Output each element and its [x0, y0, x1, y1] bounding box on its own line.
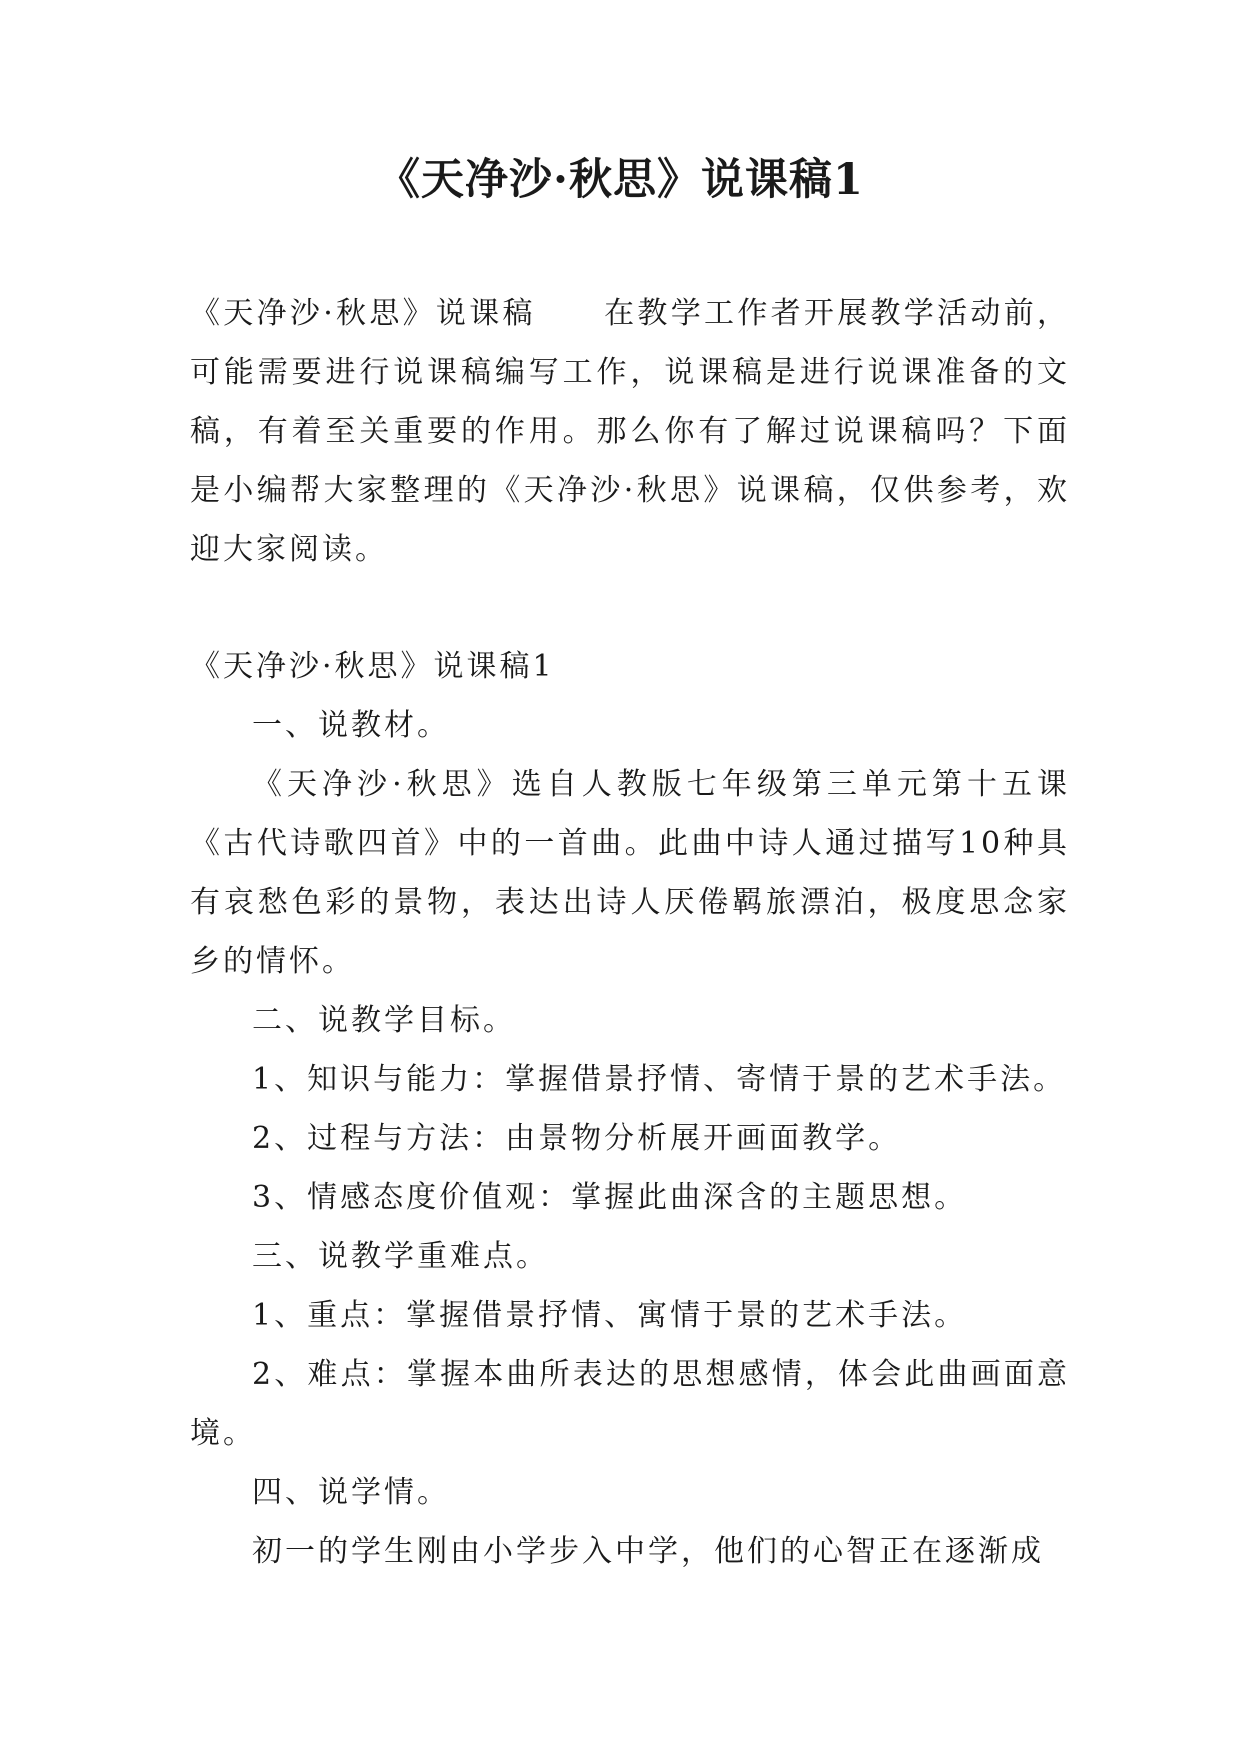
- intro-paragraph: [190, 284, 1070, 579]
- objective-emotion: 3、情感态度价值观：掌握此曲深含的主题思想。: [252, 1180, 968, 1215]
- key-point: 1、重点：掌握借景抒情、寓情于景的艺术手法。: [252, 1298, 968, 1333]
- section-title: 《天净沙·秋思》说课稿1: [190, 649, 555, 684]
- intro-lead: 《天净沙·秋思》说课稿: [190, 296, 536, 331]
- difficult-point: 2、难点：掌握本曲所表达的思想感情，体会此曲画面意境。: [190, 1357, 1070, 1451]
- heading-textbook: 一、说教材。: [252, 708, 450, 743]
- document-title: 《天净沙·秋思》说课稿1: [377, 155, 864, 205]
- document-body: [190, 637, 1070, 1581]
- heading-student-analysis: 四、说学情。: [252, 1475, 450, 1510]
- heading-objectives: 二、说教学目标。: [252, 1003, 516, 1038]
- paragraph-textbook: 《天净沙·秋思》选自人教版七年级第三单元第十五课《古代诗歌四首》中的一首曲。此曲中诗人通过描写10种具有哀愁色彩的景物，表达出诗人厌倦羁旅漂泊，极度思念家乡的情怀。: [190, 767, 1070, 979]
- paragraph-student-analysis: 初一的学生刚由小学步入中学，他们的心智正在逐渐成: [252, 1534, 1044, 1569]
- objective-process: 2、过程与方法：由景物分析展开画面教学。: [252, 1121, 902, 1156]
- heading-key-points: 三、说教学重难点。: [252, 1239, 549, 1274]
- intro-text: 在教学工作者开展教学活动前，可能需要进行说课稿编写工作，说课稿是进行说课准备的文稿，有着至关重要的作用。那么你有了解过说课稿吗？下面是小编帮大家整理的《天净沙·秋思》说课稿，仅供参考，欢迎大家阅读。: [190, 296, 1071, 567]
- objective-knowledge: 1、知识与能力：掌握借景抒情、寄情于景的艺术手法。: [252, 1062, 1067, 1097]
